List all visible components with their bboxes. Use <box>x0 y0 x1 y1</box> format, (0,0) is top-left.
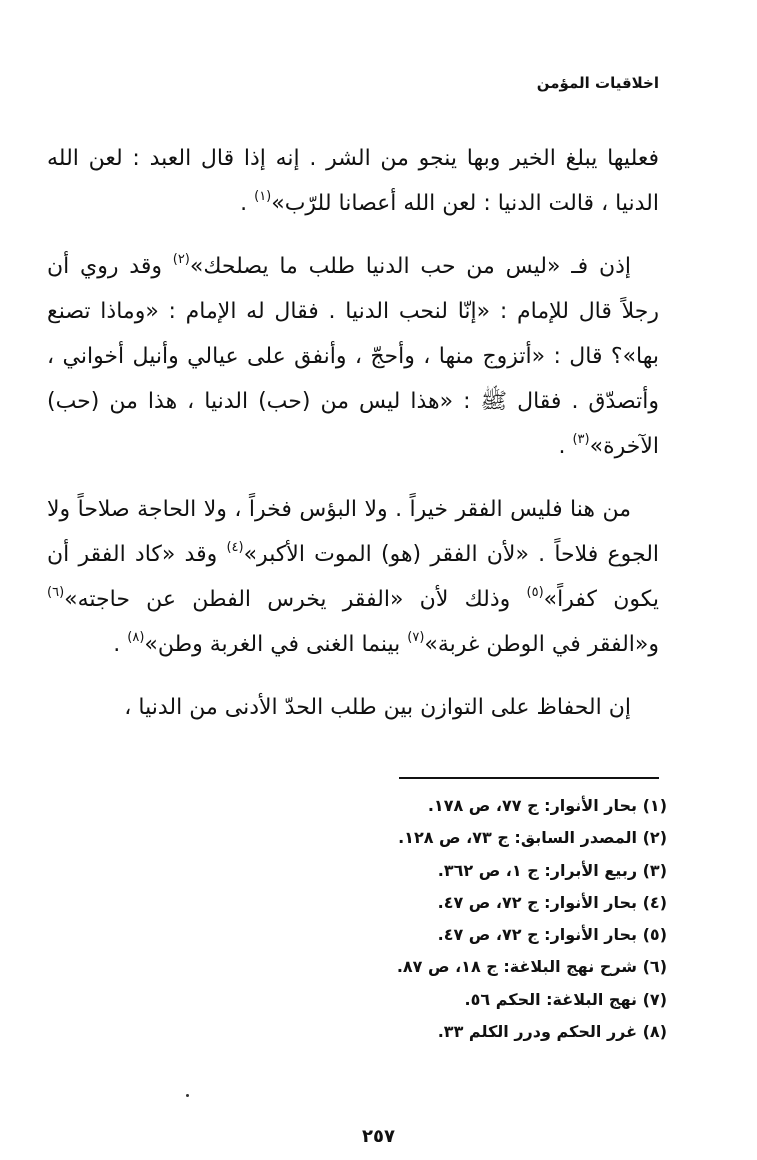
footnote-ref-5: (٥) <box>526 585 544 600</box>
footnote-3: (٣) ربيع الأبرار: ج ١، ص ٣٦٢. <box>437 860 667 880</box>
paragraph-3-text-2: وقد «كاد الفقر أن يكون كفراً» <box>47 542 659 612</box>
paragraph-3 <box>47 487 659 667</box>
footnotes-list <box>307 790 667 1048</box>
paragraph-3-text-6: . <box>113 632 128 657</box>
paragraph-1-text-2: . <box>240 191 255 216</box>
footnote-7: (٧) نهج البلاغة: الحكم ٥٦. <box>464 989 667 1009</box>
footnote-ref-7: (٧) <box>407 630 425 645</box>
footnote-6: (٦) شرح نهج البلاغة: ج ١٨، ص ٨٧. <box>396 957 667 977</box>
footnote-ref-4: (٤) <box>226 540 244 555</box>
paragraph-2-text-1: إذن فـ «ليس من حب الدنيا طلب ما يصلحك» <box>189 254 632 279</box>
page-number: ٢٥٧ <box>362 1126 395 1147</box>
paragraph-1 <box>47 136 659 226</box>
footnote-5: (٥) بحار الأنوار: ج ٧٢، ص ٤٧. <box>437 925 667 945</box>
footnote-ref-3: (٣) <box>572 432 590 447</box>
paragraph-3-text-5: بينما الغنى في الغربة وطن» <box>144 632 408 657</box>
paragraph-3-text-1: من هنا فليس الفقر خيراً . ولا البؤس فخراً ، ولا الحاجة صلاحاً ولا الجوع فلاحاً . «لأن الفقر (هو) الموت الأكبر» <box>47 497 660 567</box>
footnote-ref-8: (٨) <box>127 630 145 645</box>
paragraph-2-text-3: . <box>558 434 573 459</box>
footnote-divider <box>399 777 659 779</box>
footnote-ref-1: (١) <box>254 189 272 204</box>
body-text <box>47 136 659 748</box>
footnote-2: (٢) المصدر السابق: ج ٧٣، ص ١٢٨. <box>398 828 667 848</box>
footnote-ref-2: (٢) <box>172 252 190 267</box>
paragraph-2-text-2: وقد روي أن رجلاً قال للإمام : «إنّا لنحب الدنيا . فقال له الإمام : «وماذا تصنع بها»؟ قال : «أتزوج منها ، وأحجّ ، وأنفق على عيالي وأنيل أخواني ، وأتصدّق . فقال ﷺ : «هذا ليس من (حب) الدنيا ، هذا من (حب) الآخرة» <box>47 254 659 459</box>
footnote-4: (٤) بحار الأنوار: ج ٧٢، ص ٤٧. <box>437 892 667 912</box>
print-speck <box>186 1094 189 1097</box>
paragraph-1-text-1: فعليها يبلغ الخير وبها ينجو من الشر . إنه إذا قال العبد : لعن الله الدنيا ، قالت الدنيا : لعن الله أعصانا للرّب» <box>47 146 659 216</box>
footnote-8: (٨) غرر الحكم ودرر الكلم ٣٣. <box>437 1022 667 1042</box>
paragraph-2 <box>47 244 659 469</box>
footnote-1: (١) بحار الأنوار: ج ٧٧، ص ١٧٨. <box>427 796 667 815</box>
running-title: اخلاقيات المؤمن <box>536 74 659 92</box>
paragraph-3-text-4: و«الفقر في الوطن غربة» <box>424 632 659 657</box>
paragraph-4: إن الحفاظ على التوازن بين طلب الحدّ الأدنى من الدنيا ، <box>124 695 631 720</box>
footnote-ref-6: (٦) <box>47 585 65 600</box>
paragraph-3-text-3: وذلك لأن «الفقر يخرس الفطن عن حاجته» <box>64 587 527 612</box>
